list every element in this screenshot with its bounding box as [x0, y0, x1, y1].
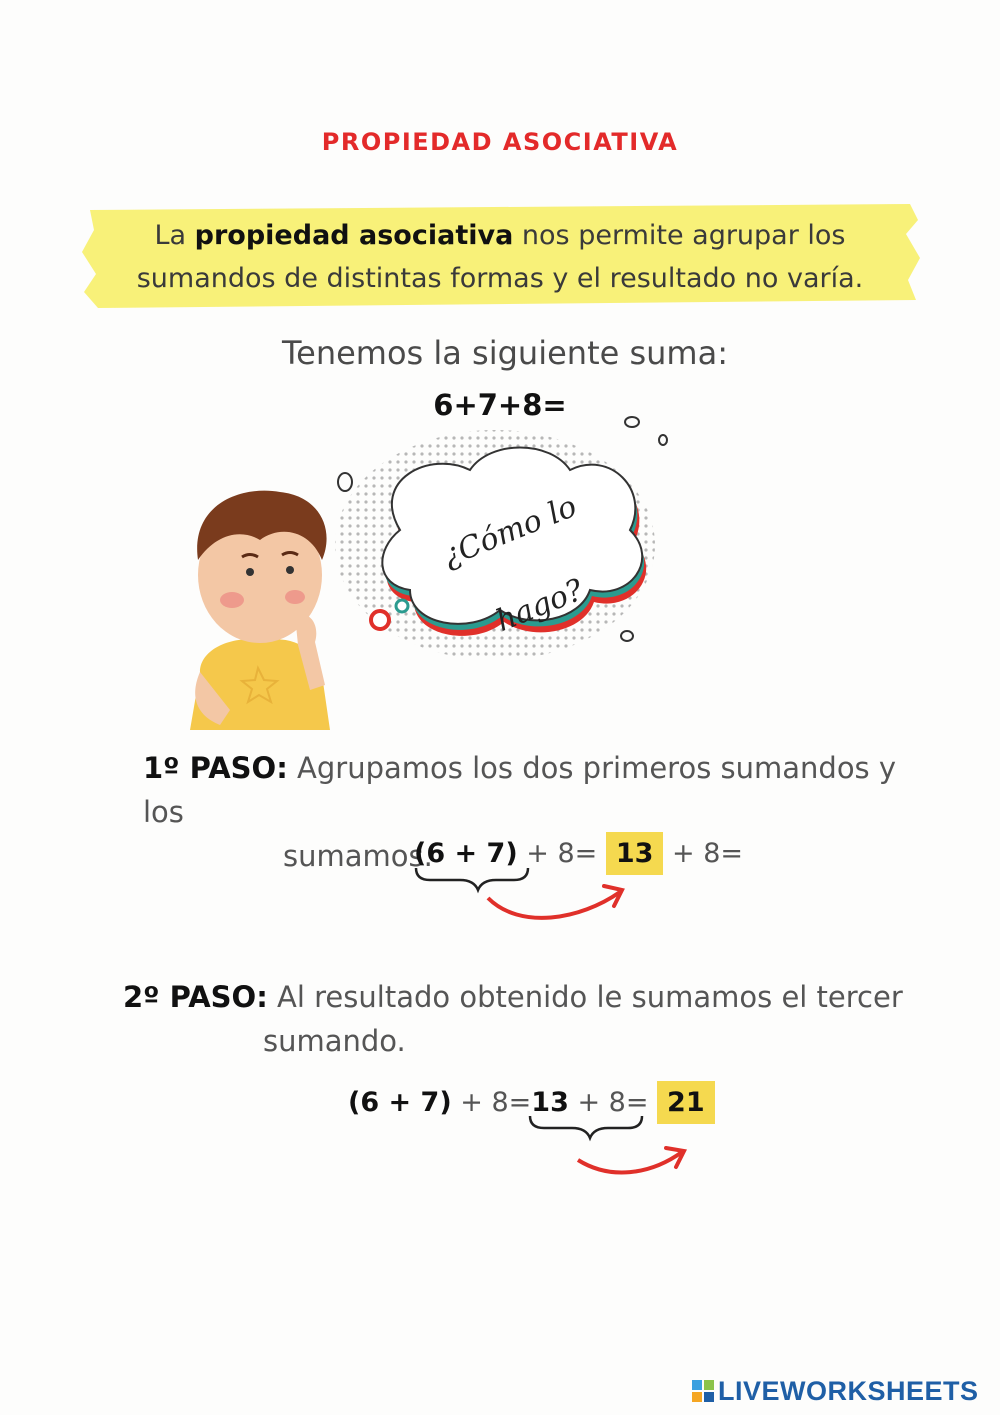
step-1-text: Agrupamos los dos primeros sumandos y los — [143, 751, 897, 829]
brand-name: LIVEWORKSHEETS — [718, 1375, 979, 1406]
sum-expression: 6+7+8= — [433, 388, 567, 422]
liveworksheets-logo — [692, 1376, 979, 1406]
step-2-text-cont: sumando. — [263, 1024, 406, 1058]
step-2 — [123, 975, 923, 1063]
curved-arrow-icon — [578, 1152, 682, 1172]
definition-text: La propiedad asociativa nos permite agrupar los sumandos de distintas formas y el resultado no varía. — [136, 220, 864, 294]
step-1-label: 1º PASO: — [143, 751, 288, 785]
step-2-expression: (6 + 7) + 8=13 + 8= 21 — [348, 1081, 715, 1124]
logo-icon — [692, 1380, 714, 1402]
thought-bubble-text: ¿Cómo lo hago? — [437, 488, 589, 639]
step-2-label: 2º PASO: — [123, 980, 268, 1014]
step-1-text-cont: sumamos. — [283, 839, 433, 873]
result-21-box: 21 — [657, 1081, 715, 1124]
intro-text: Tenemos la siguiente suma: — [282, 334, 728, 372]
page-title: PROPIEDAD ASOCIATIVA — [321, 128, 679, 156]
result-13-box: 13 — [606, 832, 664, 875]
step-1-expression: (6 + 7) + 8= 13 + 8= — [414, 832, 743, 875]
step-2-text: Al resultado obtenido le sumamos el tercer — [267, 980, 903, 1014]
curved-arrow-icon — [488, 892, 620, 918]
